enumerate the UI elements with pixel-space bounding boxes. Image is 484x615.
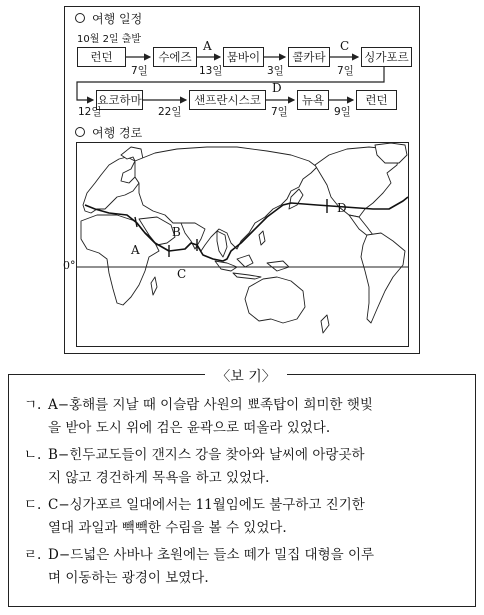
option-mark: ㄴ.: [24, 447, 42, 463]
option-text-cont: 을 받아 도시 위에 검은 윤곽으로 떠올라 있었다.: [48, 420, 331, 436]
days-sf-newyork: 7일: [271, 106, 288, 118]
equator-label: 0°: [63, 259, 76, 272]
schedule-title: 여행 일정: [92, 12, 143, 26]
option-mark: ㄹ.: [24, 547, 42, 563]
option-digeut: [24, 494, 464, 540]
world-map: [63, 142, 409, 347]
option-text-cont: 지 않고 경건하게 목욕을 하고 있었다.: [48, 470, 270, 486]
option-text-cont: 열대 과일과 빽빽한 수림을 볼 수 있었다.: [48, 520, 287, 536]
days-suez-mumbai: 13일: [199, 65, 223, 77]
europe-landmass: [83, 157, 139, 213]
option-text-cont: 며 이동하는 광경이 보였다.: [48, 570, 209, 586]
days-singapore-yokohama: 12일: [78, 106, 102, 118]
map-letter-b: B: [172, 225, 181, 239]
option-rieul: [24, 544, 464, 590]
city-london-return: 런던: [356, 90, 397, 110]
circle-bullet-icon: [75, 127, 85, 137]
option-text: C−싱가포르 일대에서는 11월임에도 불구하고 진기한: [48, 497, 365, 513]
map-letter-a: A: [131, 243, 140, 257]
days-mumbai-kolkata: 3일: [267, 65, 284, 77]
option-mark: ㄱ.: [24, 397, 42, 413]
option-text: B−힌두교도들이 갠지스 강을 찾아와 날씨에 아랑곳하: [48, 447, 365, 463]
south-america-landmass: [361, 233, 405, 323]
city-suez: 수에즈: [153, 47, 197, 67]
borneo-landmass: [237, 255, 253, 267]
city-san-francisco: 샌프란시스코: [189, 90, 266, 110]
japan-landmass: [289, 189, 303, 209]
java-landmass: [233, 273, 261, 279]
sumatra-landmass: [215, 261, 237, 271]
indochina-landmass: [217, 231, 227, 257]
madagascar-landmass: [151, 277, 157, 295]
new-guinea-landmass: [267, 261, 289, 271]
option-text: D−드넓은 사바나 초원에는 들소 떼가 밀집 대형을 이루: [48, 547, 375, 563]
days-london-suez: 7일: [131, 65, 148, 77]
map-letter-d: D: [337, 201, 347, 215]
city-new-york: 뉴욕: [297, 90, 329, 110]
departure-date: 10월 2일 출발: [77, 34, 142, 45]
bogi-title: 〈보 기〉: [205, 366, 287, 386]
option-mark: ㄷ.: [24, 497, 42, 513]
leg-letter-a: A: [203, 39, 212, 53]
australia-landmass: [245, 277, 305, 323]
days-yokohama-sf: 22일: [158, 106, 182, 118]
option-giyeok: [24, 394, 464, 440]
days-newyork-london: 9일: [334, 106, 351, 118]
option-nieun: [24, 444, 464, 490]
central-america-landmass: [349, 215, 373, 237]
leg-letter-d: D: [272, 81, 282, 95]
philippines-landmass: [259, 231, 265, 245]
days-kolkata-singapore: 7일: [337, 65, 354, 77]
city-kolkata: 콜카타: [288, 47, 330, 67]
leg-letter-c: C: [340, 39, 350, 53]
city-mumbai: 뭄바이: [223, 47, 264, 67]
map-letter-c: C: [177, 267, 187, 281]
city-london: 런던: [77, 47, 126, 67]
route-title: 여행 경로: [92, 126, 143, 140]
city-yokohama: 요코하마: [96, 90, 143, 110]
route-heading: [75, 124, 142, 141]
new-zealand-landmass: [321, 315, 329, 333]
landmasses: [81, 143, 407, 333]
city-singapore: 싱가포르: [361, 47, 412, 67]
option-text: A−홍해를 지날 때 이슬람 사원의 뾰족탑이 희미한 햇빛: [48, 397, 373, 413]
